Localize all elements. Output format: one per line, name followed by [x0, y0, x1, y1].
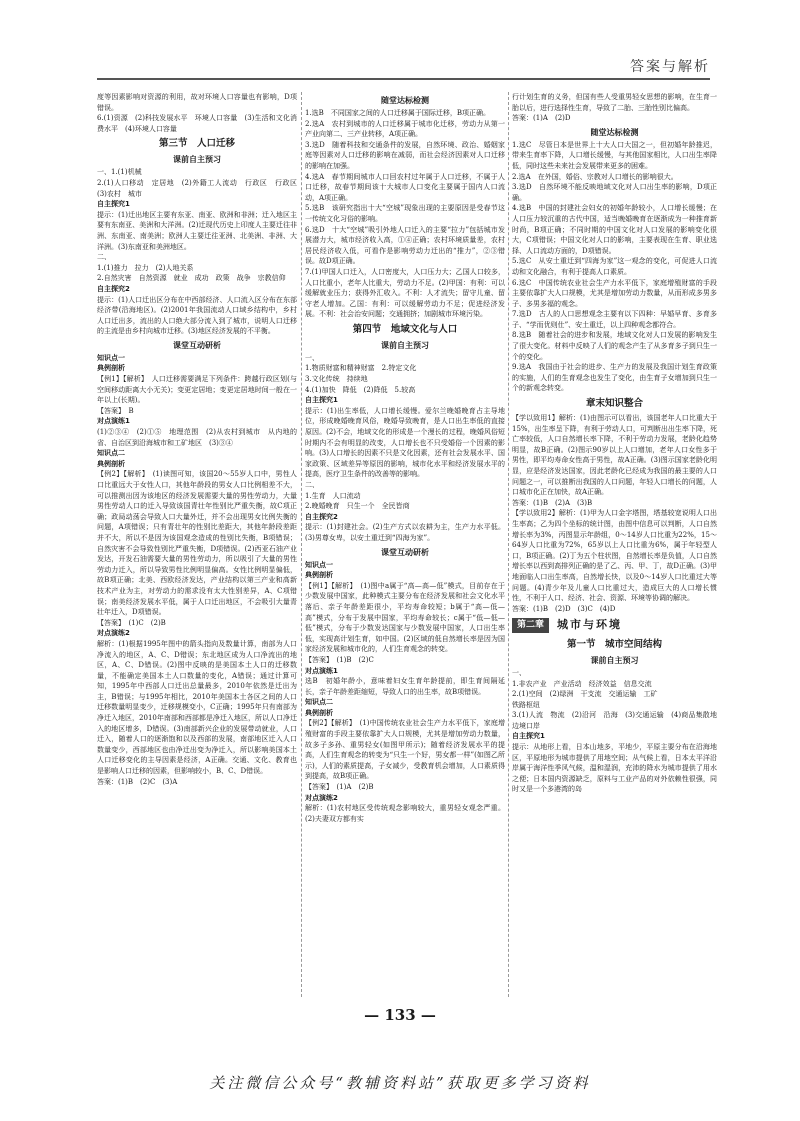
label-heading: 对点演练1: [97, 417, 130, 426]
text-paragraph: 【答案】 (1)B (2)C: [305, 655, 374, 664]
text-paragraph: 【学以致用1】解析：(1)由图示可以看出，该国老年人口比重大于15%，出生率呈下降，有利于劳动人口，可判断出出生率下降，死亡率较低，人口自然增长率下降，不利于劳动力发展，老龄化趋势明显，故B正确。(2)图示90岁以上人口增加，老年人口女性多于男性，即平均寿命女性高于男性，故A正确。(3)图示国家老龄化明显，应是经济发达国家，因此老龄化已经成为我国的最主要的人口问题之一，可以推断出我国的人口问题，年轻人口增长的问题，人口城市化正在加快，故A正确。: [512, 414, 717, 497]
text-paragraph: 【答案】 B: [97, 406, 134, 415]
page-header: [97, 52, 710, 80]
page-number-value: 133: [384, 1006, 416, 1024]
footer-note: 关注微信公众号“教辅资料站”获取更多学习资料: [209, 1074, 591, 1092]
text-paragraph: 1.选B 不同国家之间的人口迁移属于国际迁移，B项正确。: [305, 109, 490, 117]
text-paragraph: 6.选D 十大“空城”吸引外地人口迁入的主要“拉力”包括城市发展潜力大，城市经济收入高，①④正确；农村环境质量差，农村居民经济收入低，可看作是影响劳动力迁出的“推力”，②③错误。故D项正确。: [305, 225, 505, 266]
text-paragraph: 1.非农产业 产业活动 经济效益 信息交流: [512, 679, 652, 688]
label-heading: 自主探究2: [305, 512, 338, 521]
text-paragraph: (1)②③④ (2)①⑤ 地理范围 (2)从农村到城市 从内地的省、自治区到沿海城市和工矿地区 (3)③④: [97, 428, 297, 447]
text-paragraph: 提示：(1)出生率低，人口增长缓慢。爱尔兰晚婚晚育占主导地位，形成晚婚晚育风俗，晚婚导致晚育，是人口出生率低的直接原因。(2)不会，地域文化的形成是一个漫长的过程，晚婚风俗短时期内不会有明显的改变，人口增长也不只受婚俗一个因素的影响。(3)人口增长的因素不只是文化因素，还有社会发展水平、国家政策、区域差异等原因的影响，城市化水平和经济发展水平的提高，医疗卫生条件的改善等的影响。: [305, 406, 505, 479]
text-paragraph: 4.选B 中国的封建社会妇女的初婚年龄较小，人口增长缓慢；在人口压力较沉重的古代中国，适当晚婚晚育在逐渐成为一种推育新时尚，B项正确；不同时期的中国文化对人口发展的影响变化很大，C项错误；中国文化对人口的影响，主要表现在生育、职业选择、人口流动方面的，D项错误。: [512, 204, 717, 255]
label-heading: 自主探究2: [97, 284, 130, 293]
section-subheading: 课堂互动研析: [381, 547, 429, 557]
text-paragraph: 【答案】 (1)A (2)B: [305, 783, 374, 792]
text-paragraph: 1.(1)推力 拉力 (2)人地关系: [97, 263, 194, 272]
label-heading: 对点演练2: [305, 793, 338, 802]
section-heading: 第四节 地域文化与人口: [352, 323, 458, 335]
text-paragraph: 解析：(1)农村地区受传统观念影响较大，重男轻女观念严重。(2)夫妻双方都有实: [305, 804, 505, 823]
section-subheading: 课前自主预习: [590, 655, 639, 665]
section-subheading: 课前自主预习: [381, 340, 429, 350]
text-paragraph: 二、: [97, 253, 111, 262]
header-title: 答案与解析: [630, 59, 710, 75]
label-heading: 自主探究1: [305, 396, 338, 405]
text-paragraph: 2.选A 农村到城市的人口迁移属于城市化迁移，劳动力从第一产业向第二、三产业转移，A项正确。: [305, 119, 505, 139]
column-divider: [301, 92, 302, 997]
text-paragraph: 2.(1)空间 (2)绿洲 干支流 交通运输 工矿: [512, 690, 658, 699]
text-paragraph: 1.选C 尽管日本是世界上十大人口大国之一，但初婚年龄推迟，带来生育率下降，人口增长缓慢，与其他国家相比，人口出生率降低，同时这些未来社会发展带来更多的困难。: [512, 140, 717, 170]
section-heading: 第三节 人口迁移: [158, 138, 235, 150]
section-subheading: 课堂互动研析: [173, 340, 221, 350]
section-subheading: 随堂达标检测: [381, 96, 429, 105]
text-paragraph: 提示：(1)迁出地区主要有东亚、南亚、欧洲和非洲；迁入地区主要有东南亚、美洲和大洋洲。(2)迁现代历史上印度人主要迁往非洲、东南亚、南美洲；欧洲人主要迁往亚洲、北美洲、非洲、大洋洲。(3)东南亚和美洲地区。: [97, 210, 297, 251]
label-heading: 典例剖析: [97, 459, 125, 468]
text-paragraph: 一、: [512, 668, 526, 677]
text-paragraph: 选B 初婚年龄小，意味着妇女生育年龄提前，即生育间隔延长，亲子年龄差距缩短，导致人口的出生率，故B项错误。: [305, 677, 505, 696]
chapter-title: 城市与环境: [557, 618, 623, 632]
text-paragraph: 一、: [305, 353, 319, 362]
text-paragraph: 2.(1)人口移动 定居地 (2)外籍工人流动 行政区 行政区 (3)农村 城市: [97, 178, 304, 198]
text-paragraph: 提示：(1)封建社会。(2)生产方式以农耕为主，生产力水平低。(3)男尊女卑，以安土重迁到“四海为家”。: [305, 523, 505, 542]
text-paragraph: 度等因素影响对资源的利用，故对环境人口容量也有影响，D项错误。: [97, 93, 297, 112]
text-paragraph: 2.晚婚晚育 只生一个 全民皆商: [305, 502, 410, 511]
text-paragraph: 【例1】【解析】 (1)图中a属于“高—高—低”模式，目前存在于少数发展中国家，此种模式主要分布在经济发展和社会文化水平落后、亲子年龄差距很小，平均寿命较短；b属于“高—低—高”模式，分布于发展中国家，平均寿命较长；c属于“低—低—低”模式，分布于少数发达国家与少数发展中国家，人口出生率低，实现高计划生育，如中国。(2)区域的低自然增长率是因为国家经济发展和城市化的，人们生育观念的转变。: [305, 581, 505, 654]
text-paragraph: 行计划生育的义务，但国有些人受重男轻女思想的影响，在生育一胎以后，进行选择性生育，导致了二胎、三胎性别比偏高。: [512, 93, 717, 112]
column-divider: [508, 92, 509, 997]
column-right: [512, 92, 724, 795]
section-subheading: 课前自主预习: [173, 155, 221, 165]
section-heading: 章末知识整合: [585, 398, 643, 410]
text-paragraph: 【学以致用2】解析：(1)甲为人口金字塔图，塔基较宽说明人口出生率高；乙为四个坐标的统计图，由图中信息可以判断，人口自然增长率为3%，丙图显示年龄组，0～14岁人口比重为22%，15～64岁人口比重为72%，65岁以上人口比重为6%，属于年轻型人口，B项正确。(2)丁为五个柱状图，自然增长率是负值，人口自然增长率以西到高排列正确的是了乙、丙、甲、丁，故D正确。(3)甲地面临人口出生率高，自然增长快，以及0～14岁人口比重过大等问题。(4)青少年及儿童人口比重过大，造成巨大的人口增长惯性，不利于人口、经济、社会、资源、环境等协调的解决。: [512, 509, 717, 603]
text-paragraph: 2.自然灾害 自然资源 就业 成功 政策 战争 宗教信仰: [97, 274, 286, 283]
label-heading: 对点演练2: [97, 629, 130, 638]
text-paragraph: 2.选A 在外国，婚俗、宗教对人口增长的影响很大。: [512, 172, 678, 181]
text-paragraph: 铁路枢纽: [512, 700, 540, 709]
text-paragraph: 3.(1)人流 物流 (2)沿河 沿海 (3)交通运输 (4)商品集散地 边境口岸: [512, 711, 724, 730]
text-paragraph: 6.(1)资源 (2)科技发展水平 环境人口容量 (3)生活和文化消费水平 (4)环境人口容量: [97, 114, 297, 133]
text-paragraph: 9.选A 我国由于社会的进步、生产力的发展及我国计划生育政策的实施，人们的生育观念也发生了变化，由生育子女增加到只生一个的新观念转变。: [512, 363, 717, 393]
text-paragraph: 4.(1)加快 降低 (2)降低 5.较高: [305, 385, 416, 394]
text-paragraph: 【例1】【解析】 人口迁移需要满足下列条件：跨越行政区划(与空间移动距离大小无关)；变更定居地；变更定居地时间一般在一年以上(长期)。: [97, 375, 297, 405]
text-paragraph: 【例2】【解析】 (1)中国传统农业社会生产力水平低下，家庭增殖财富的手段主要依靠扩大人口规模，尤其是增加劳动力数量，故多子多孙、重男轻女(如图甲所示)；随着经济发展水平的提高，人们生育观念的转变为“只生一个好，男女都一样”(如图乙所示)，人们的素质提高，子女减少，受教育机会增加，人口素质得到提高，故B项正确。: [305, 719, 505, 781]
label-heading: 知识点二: [305, 698, 333, 707]
text-paragraph: 3.文化传统 持续地: [305, 375, 368, 384]
label-heading: 自主探究1: [97, 200, 130, 209]
column-left: [97, 92, 304, 787]
text-paragraph: 5.选C 从安土重迁到“四海为家”这一观念的变化，可促进人口流动和文化融合，有利于提高人口素质。: [512, 257, 717, 276]
text-paragraph: 答案：(1)B (2)C (3)A: [97, 777, 178, 786]
text-paragraph: 二、: [305, 481, 319, 489]
label-heading: 知识点一: [305, 560, 333, 569]
label-heading: 知识点二: [97, 449, 125, 458]
text-paragraph: 答案：(1)A (2)D: [512, 114, 571, 123]
text-paragraph: 解析：(1)根据1995年图中的箭头指向及数量计算，南部为人口净流入的地区，A、C、D错误；东北地区成为人口净流出的地区，A、C、D错误。(2)图中反映的是美国本土人口的迁移数量，不能确定美国本土人口数量的变化，A错误；通过计算可知，1995年中西部人口迁出总量最多，2010年依然是迁出为主，B错误；与1995年相比，2010年美国本土各区之间的人口迁移数量明显变少，迁移规模变小，C正确；1995年只有南部为净迁入地区，2010年南部和西部都是净迁入地区，所以人口净迁入的地区增多，D错误。(3)南部新兴企业的发展带动就业，人口迁入，随着人口的逐渐饱和以及西部的发展，南部地区迁入人口数量变少，西部地区也由净迁出变为净迁入，所以影响美国本土人口迁移变化的主导因素是经济，A正确。交通、文化、教育也是影响人口迁移的因素，但影响较小，B、C、D错误。: [97, 639, 297, 776]
text-paragraph: 7.选D 古人的人口思想观念主要有以下四种：早婚早育、多育多子、“学而优则仕”、安土重迁，以上四种观念都符合。: [512, 310, 717, 329]
text-paragraph: 答案：(1)B (2)A (3)B: [512, 498, 593, 507]
label-heading: 典例剖析: [305, 571, 333, 580]
label-heading: 典例剖析: [305, 708, 333, 717]
section-subheading: 随堂达标检测: [590, 127, 639, 137]
label-heading: 对点演练1: [305, 666, 338, 675]
text-paragraph: 【例2】【解析】 (1)读图可知，该国20～55岁人口中，男性人口比重远大于女性人口，其他年龄段的男女人口比例相差不大，可以推测出因为该地区的经济发展需要大量的男性劳动力，大量男性劳动人口的迁入导致该国青壮年性别比严重失衡，故C项正确；政局动荡会导致人口大量外迁，并不会出现男女比例失衡的问题，A项错误；只有青壮年的性别比差距大，其他年龄段差距并不大，所以不是因为该国观念造成的性别比失衡，B项错误；自然灾害不会导致性别比严重失衡，D项错误。(2)西亚石油产业发达，开发石油需要大量的男性劳动力，所以吸引了大量的男性劳动力迁入，所以导致男性比例明显偏高。女性比例明显偏低，故B项正确；北美、西欧经济发达，产业结构以第三产业和高新技术产业为主，对劳动力的需求没有太大性别差异，A、C项错误；南美经济发展水平低，属于人口迁出地区，不会吸引大量青壮年迁入，D项错误。: [97, 470, 297, 617]
text-paragraph: 8.选B 随着社会的进步和发展，地域文化对人口发展的影响发生了很大变化。材料中反映了人们的观念产生了从多育多子到只生一个的变化。: [512, 331, 717, 361]
text-paragraph: 提示：(1)人口迁出区分布在中西部经济、人口流入区分布在东部经济带(沿海地区)。(2)2001年我国流动人口域乡结构中，乡村人口迁出多，流出的人口绝大部分流入到了城市，说明人口迁移的主流是由乡村向城市迁移。(3)地区经济发展的不平衡。: [97, 295, 297, 336]
text-paragraph: 7.(1)甲国人口迁入，人口密度大，人口压力大；乙国人口较多，人口比重小，老年人比重大，劳动力不足。(2)甲国：有利：可以缓解就业压力；获得外汇收入。不利：人才流失；留守儿童、留守老人增加。乙国：有利：可以缓解劳动力不足；促进经济发展。不利：社会治安问题；交通拥挤；加剧城市环境污染。: [305, 267, 505, 319]
text-paragraph: 3.选D 自然环境不能反映地域文化对人口出生率的影响，D项正确。: [512, 183, 717, 202]
section-heading: 第一节 城市空间结构: [566, 638, 662, 650]
text-paragraph: 一、1.(1)机械: [97, 168, 142, 177]
chapter-number: 第二章: [512, 618, 549, 633]
label-heading: 典例剖析: [97, 364, 125, 373]
header-rule: [97, 78, 710, 80]
text-paragraph: 答案：(1)B (2)D (3)C (4)D: [512, 604, 616, 613]
text-paragraph: 4.选A 春节期间城市人口回农村过年属于人口迁移，不属于人口迁移，故春节期间该十大城市人口变化主要属于国内人口流动，A项正确。: [305, 172, 505, 202]
text-paragraph: 提示：从地形上看，日本山地多，平地少，平原主要分布在沿海地区，平原地形为城市提供了用地空间；从气候上看，日本太平洋沿岸属于海洋性季风气候，温和湿润，充沛的降水为城市提供了用水之便；日本国内资源缺乏，原料与工业产品的对外依赖性很强，同时又是一个多港湾的岛: [512, 743, 717, 794]
text-paragraph: 5.选B 该研究指出十大“空城”现象出现的主要原因是受春节这一传统文化习俗的影响。: [305, 204, 505, 223]
label-heading: 自主探究1: [512, 732, 545, 741]
text-paragraph: 1.物质财富和精神财富 2.特定文化: [305, 364, 417, 373]
chapter-heading: [512, 618, 717, 633]
page-number: — 133 —: [364, 1006, 436, 1024]
text-paragraph: 【答案】 (1)C (2)B: [97, 618, 166, 627]
text-paragraph: 6.选C 中国传统农业社会生产力水平低下，家庭增殖财富的手段主要依靠扩大人口规模，尤其是增加劳动力数量，从而形成多男多子、多男多福的观念。: [512, 278, 717, 308]
text-paragraph: 3.选D 随着科技和交通条件的发展，自然环境、政治、婚姻家庭等因素对人口迁移的影响在减弱，而社会经济因素对人口迁移的影响在加强。: [305, 140, 505, 170]
text-paragraph: 1.生育 人口流动: [305, 491, 361, 500]
column-middle: [305, 92, 505, 824]
label-heading: 知识点一: [97, 353, 125, 362]
